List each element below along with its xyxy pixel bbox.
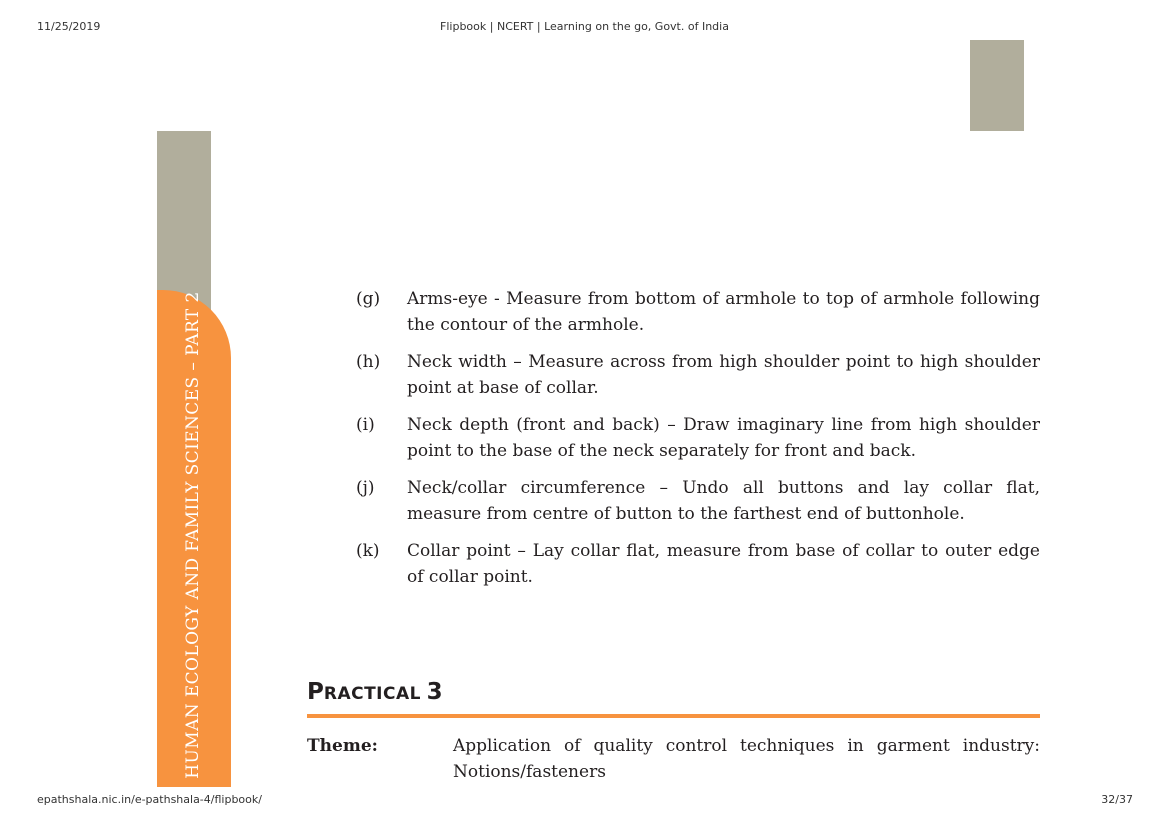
- heading-initial: P: [307, 679, 324, 705]
- section-divider: [307, 714, 1040, 718]
- list-item-text: Neck depth (front and back) – Draw imaginary line from high shoulder point to the base of the neck separately for front and back.: [407, 415, 1040, 461]
- list-item-label: (g): [356, 289, 381, 309]
- footer-url: epathshala.nic.in/e-pathshala-4/flipbook/: [37, 793, 262, 806]
- print-date: 11/25/2019: [37, 20, 101, 33]
- list-item: [356, 412, 1040, 464]
- decorative-grey-block-top: [970, 40, 1024, 131]
- list-item-text: Collar point – Lay collar flat, measure from base of collar to outer edge of collar point.: [407, 541, 1040, 587]
- heading-number: 3: [426, 679, 443, 705]
- list-item-text: Arms-eye - Measure from bottom of armhole to top of armhole following the contour of the armhole.: [407, 289, 1040, 335]
- theme-label: Theme:: [307, 736, 378, 756]
- theme-text: Application of quality control techniques in garment industry: Notions/fasteners: [453, 736, 1040, 782]
- list-item-label: (k): [356, 541, 380, 561]
- section-heading-practical: [307, 679, 443, 705]
- list-item: [356, 475, 1040, 527]
- page-number: 32/37: [1101, 793, 1133, 806]
- list-item-text: Neck width – Measure across from high shoulder point to high shoulder point at base of collar.: [407, 352, 1040, 398]
- list-item-text: Neck/collar circumference – Undo all buttons and lay collar flat, measure from centre of button to the farthest end of buttonhole.: [407, 478, 1040, 524]
- list-item-label: (j): [356, 478, 375, 498]
- list-item-label: (h): [356, 352, 381, 372]
- list-item: [356, 349, 1040, 401]
- list-item: [356, 286, 1040, 338]
- page-title: Flipbook | NCERT | Learning on the go, Govt. of India: [440, 20, 729, 33]
- heading-rest: RACTICAL: [323, 684, 421, 704]
- measurement-list: [356, 286, 1040, 601]
- sidebar-book-title: HUMAN ECOLOGY AND FAMILY SCIENCES – PART 2: [183, 291, 203, 779]
- list-item: [356, 538, 1040, 590]
- list-item-label: (i): [356, 415, 375, 435]
